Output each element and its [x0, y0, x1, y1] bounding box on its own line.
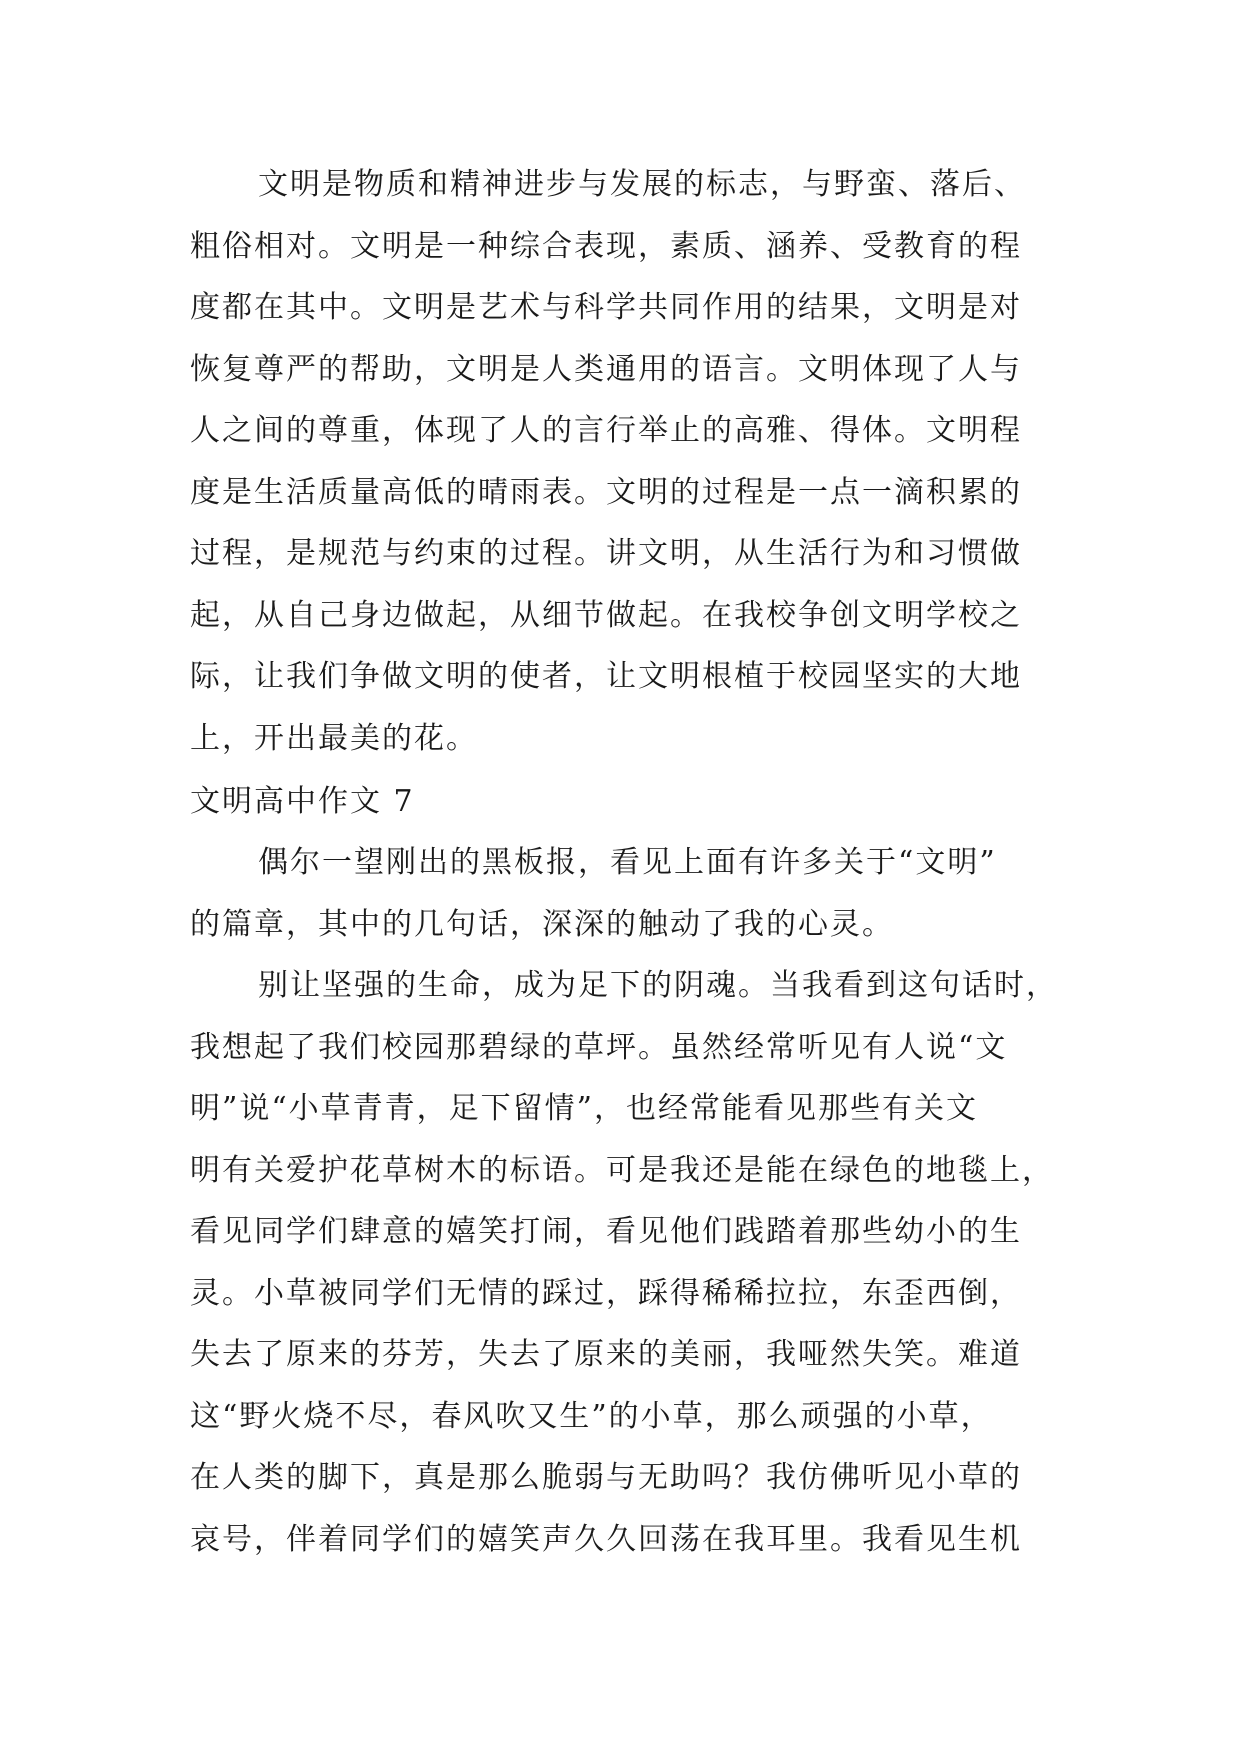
text-line: 的篇章，其中的几句话，深深的触动了我的心灵。: [190, 906, 894, 942]
text-line: 我想起了我们校园那碧绿的草坪。虽然经常听见有人说“文: [190, 1029, 1008, 1065]
text-line: 际，让我们争做文明的使者，让文明根植于校园坚实的大地: [190, 659, 1022, 694]
text-line: 粗俗相对。文明是一种综合表现，素质、涵养、受教育的程: [190, 228, 1022, 264]
text-line: 偶尔一望刚出的黑板报，看见上面有许多关于“文明”: [258, 845, 997, 880]
text-line: 别让坚强的生命，成为足下的阴魂。当我看到这句话时，: [258, 968, 1058, 1003]
text-line: 看见同学们肆意的嬉笑打闹，看见他们践踏着那些幼小的生: [190, 1214, 1022, 1249]
text-line: 在人类的脚下，真是那么脆弱与无助吗？我仿佛听见小草的: [190, 1460, 1022, 1495]
paragraph-intro: [190, 154, 1070, 769]
text-line: 恢复尊严的帮助，文明是人类通用的语言。文明体现了人与: [190, 351, 1022, 387]
text-line: 明有关爱护花草树木的标语。可是我还是能在绿色的地毯上，: [190, 1152, 1054, 1188]
text-line: 灵。小草被同学们无情的踩过，踩得稀稀拉拉，东歪西倒，: [190, 1275, 1022, 1311]
text-line: 度是生活质量高低的晴雨表。文明的过程是一点一滴积累的: [190, 474, 1022, 510]
text-line: 起，从自己身边做起，从细节做起。在我校争创文明学校之: [190, 597, 1022, 633]
paragraph-blackboard: [190, 832, 1070, 955]
paragraph-lawn: [190, 955, 1070, 1570]
text-line: 人之间的尊重，体现了人的言行举止的高雅、得体。文明程: [190, 413, 1022, 448]
text-line: 度都在其中。文明是艺术与科学共同作用的结果，文明是对: [190, 290, 1022, 325]
text-line: 文明是物质和精神进步与发展的标志，与野蛮、落后、: [258, 167, 1026, 202]
section-heading: 文明高中作文 7: [190, 784, 415, 819]
text-line: 失去了原来的芬芳，失去了原来的美丽，我哑然失笑。难道: [190, 1337, 1022, 1372]
text-line: 上，开出最美的花。: [190, 720, 478, 756]
text-line: 明”说“小草青青，足下留情”，也经常能看见那些有关文: [190, 1091, 979, 1126]
text-line: 这“野火烧不尽，春风吹又生”的小草，那么顽强的小草，: [190, 1398, 993, 1434]
text-line: 过程，是规范与约束的过程。讲文明，从生活行为和习惯做: [190, 536, 1022, 571]
text-line: 哀号，伴着同学们的嬉笑声久久回荡在我耳里。我看见生机: [190, 1521, 1022, 1557]
